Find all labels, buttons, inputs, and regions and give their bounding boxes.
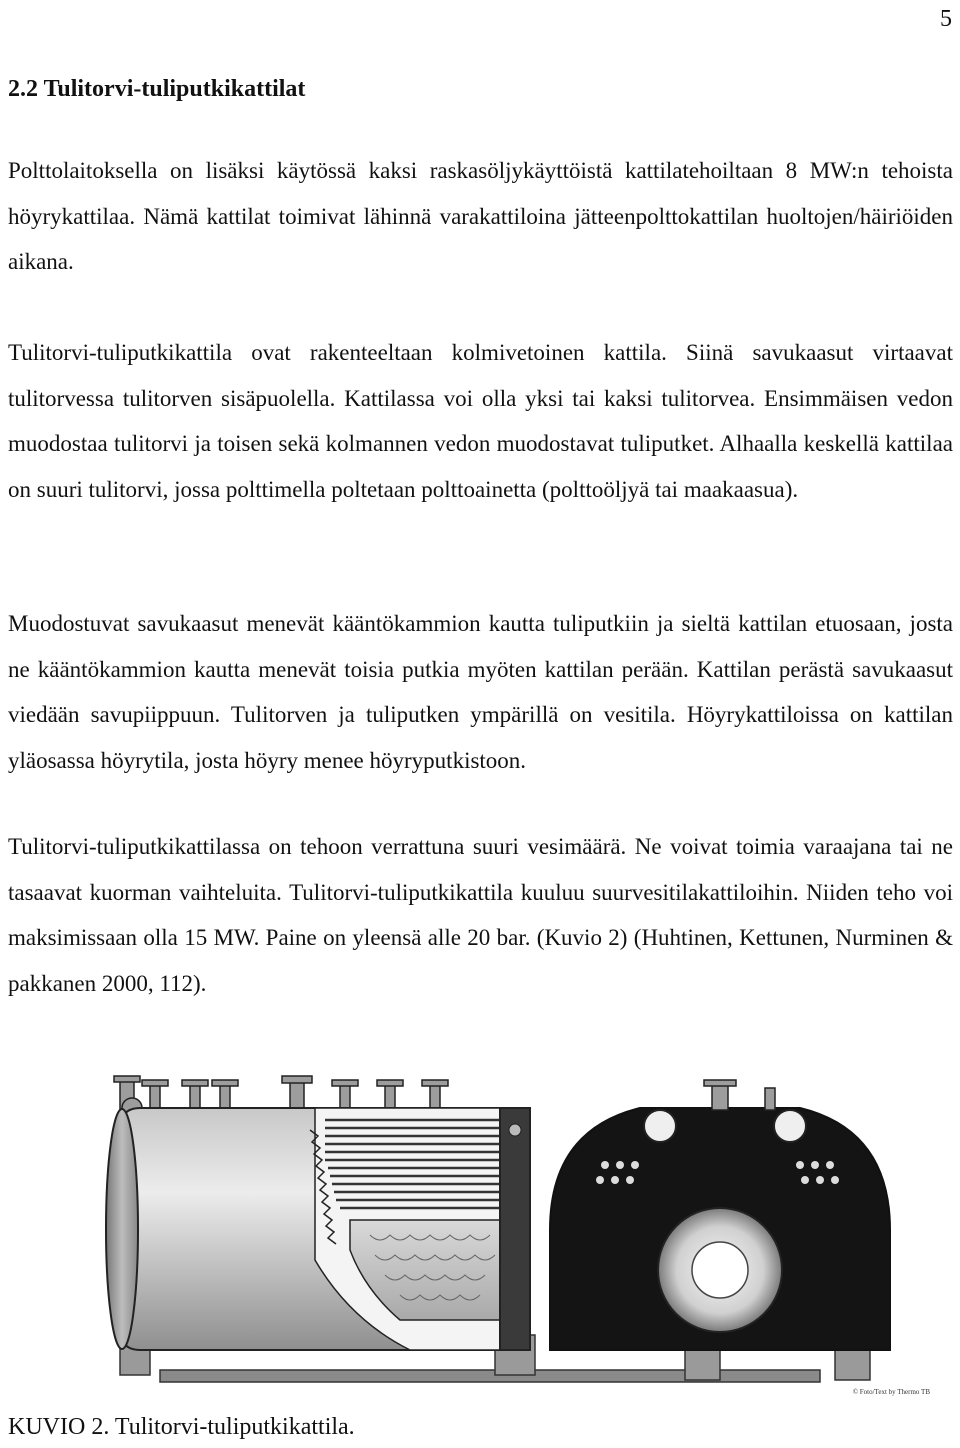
section-heading: 2.2 Tulitorvi-tuliputkikattilat <box>8 76 306 102</box>
boiler-figure <box>100 1070 930 1398</box>
figure-caption: KUVIO 2. Tulitorvi-tuliputkikattila. <box>8 1414 355 1440</box>
figure-credit: © Foto/Text by Thermo TB <box>852 1388 930 1396</box>
paragraph-1: Polttolaitoksella on lisäksi käytössä kaksi raskasöljykäyttöistä kattilatehoiltaan 8 MW:n tehoista höyrykattilaa. Nämä kattilat toimivat lähinnä varakattiloina jätteenpolttokattilan huoltojen/häiriöiden aikana. <box>8 158 953 274</box>
paragraph-4: Tulitorvi-tuliputkikattilassa on tehoon verrattuna suuri vesimäärä. Ne voivat toimia varaajana tai ne tasaavat kuorman vaihteluita. Tulitorvi-tuliputkikattila kuuluu suurvesitilakattiloihin. Niiden teho voi maksimissaan olla 15 MW. Paine on yleensä alle 20 bar. (Kuvio 2) (Huhtinen, Kettunen, Nurminen & pakkanen 2000, 112). <box>8 834 953 996</box>
paragraph-3: Muodostuvat savukaasut menevät kääntökammion kautta tuliputkiin ja sieltä kattilan etuosaan, josta ne kääntökammion kautta menevät toisia putkia myöten kattilan perään. Kattilan perästä savukaasut viedään savupiippuun. Tulitorven ja tuliputken ympärillä on vesitila. Höyrykattiloissa on kattilan yläosassa höyrytila, josta höyry menee höyryputkistoon. <box>8 611 953 773</box>
page-number: 5 <box>940 6 952 32</box>
paragraph-2: Tulitorvi-tuliputkikattila ovat rakenteeltaan kolmivetoinen kattila. Siinä savukaasut virtaavat tulitorvessa tulitorven sisäpuolella. Kattilassa voi olla yksi tai kaksi tulitorvea. Ensimmäisen vedon muodostaa tulitorvi ja toisen sekä kolmannen vedon muodostavat tuliputket. Alhaalla keskellä kattilaa on suuri tulitorvi, jossa polttimella poltetaan polttoainetta (polttoöljyä tai maakaasua). <box>8 340 953 502</box>
fire-tube-boiler-illustration-icon <box>100 1070 930 1398</box>
